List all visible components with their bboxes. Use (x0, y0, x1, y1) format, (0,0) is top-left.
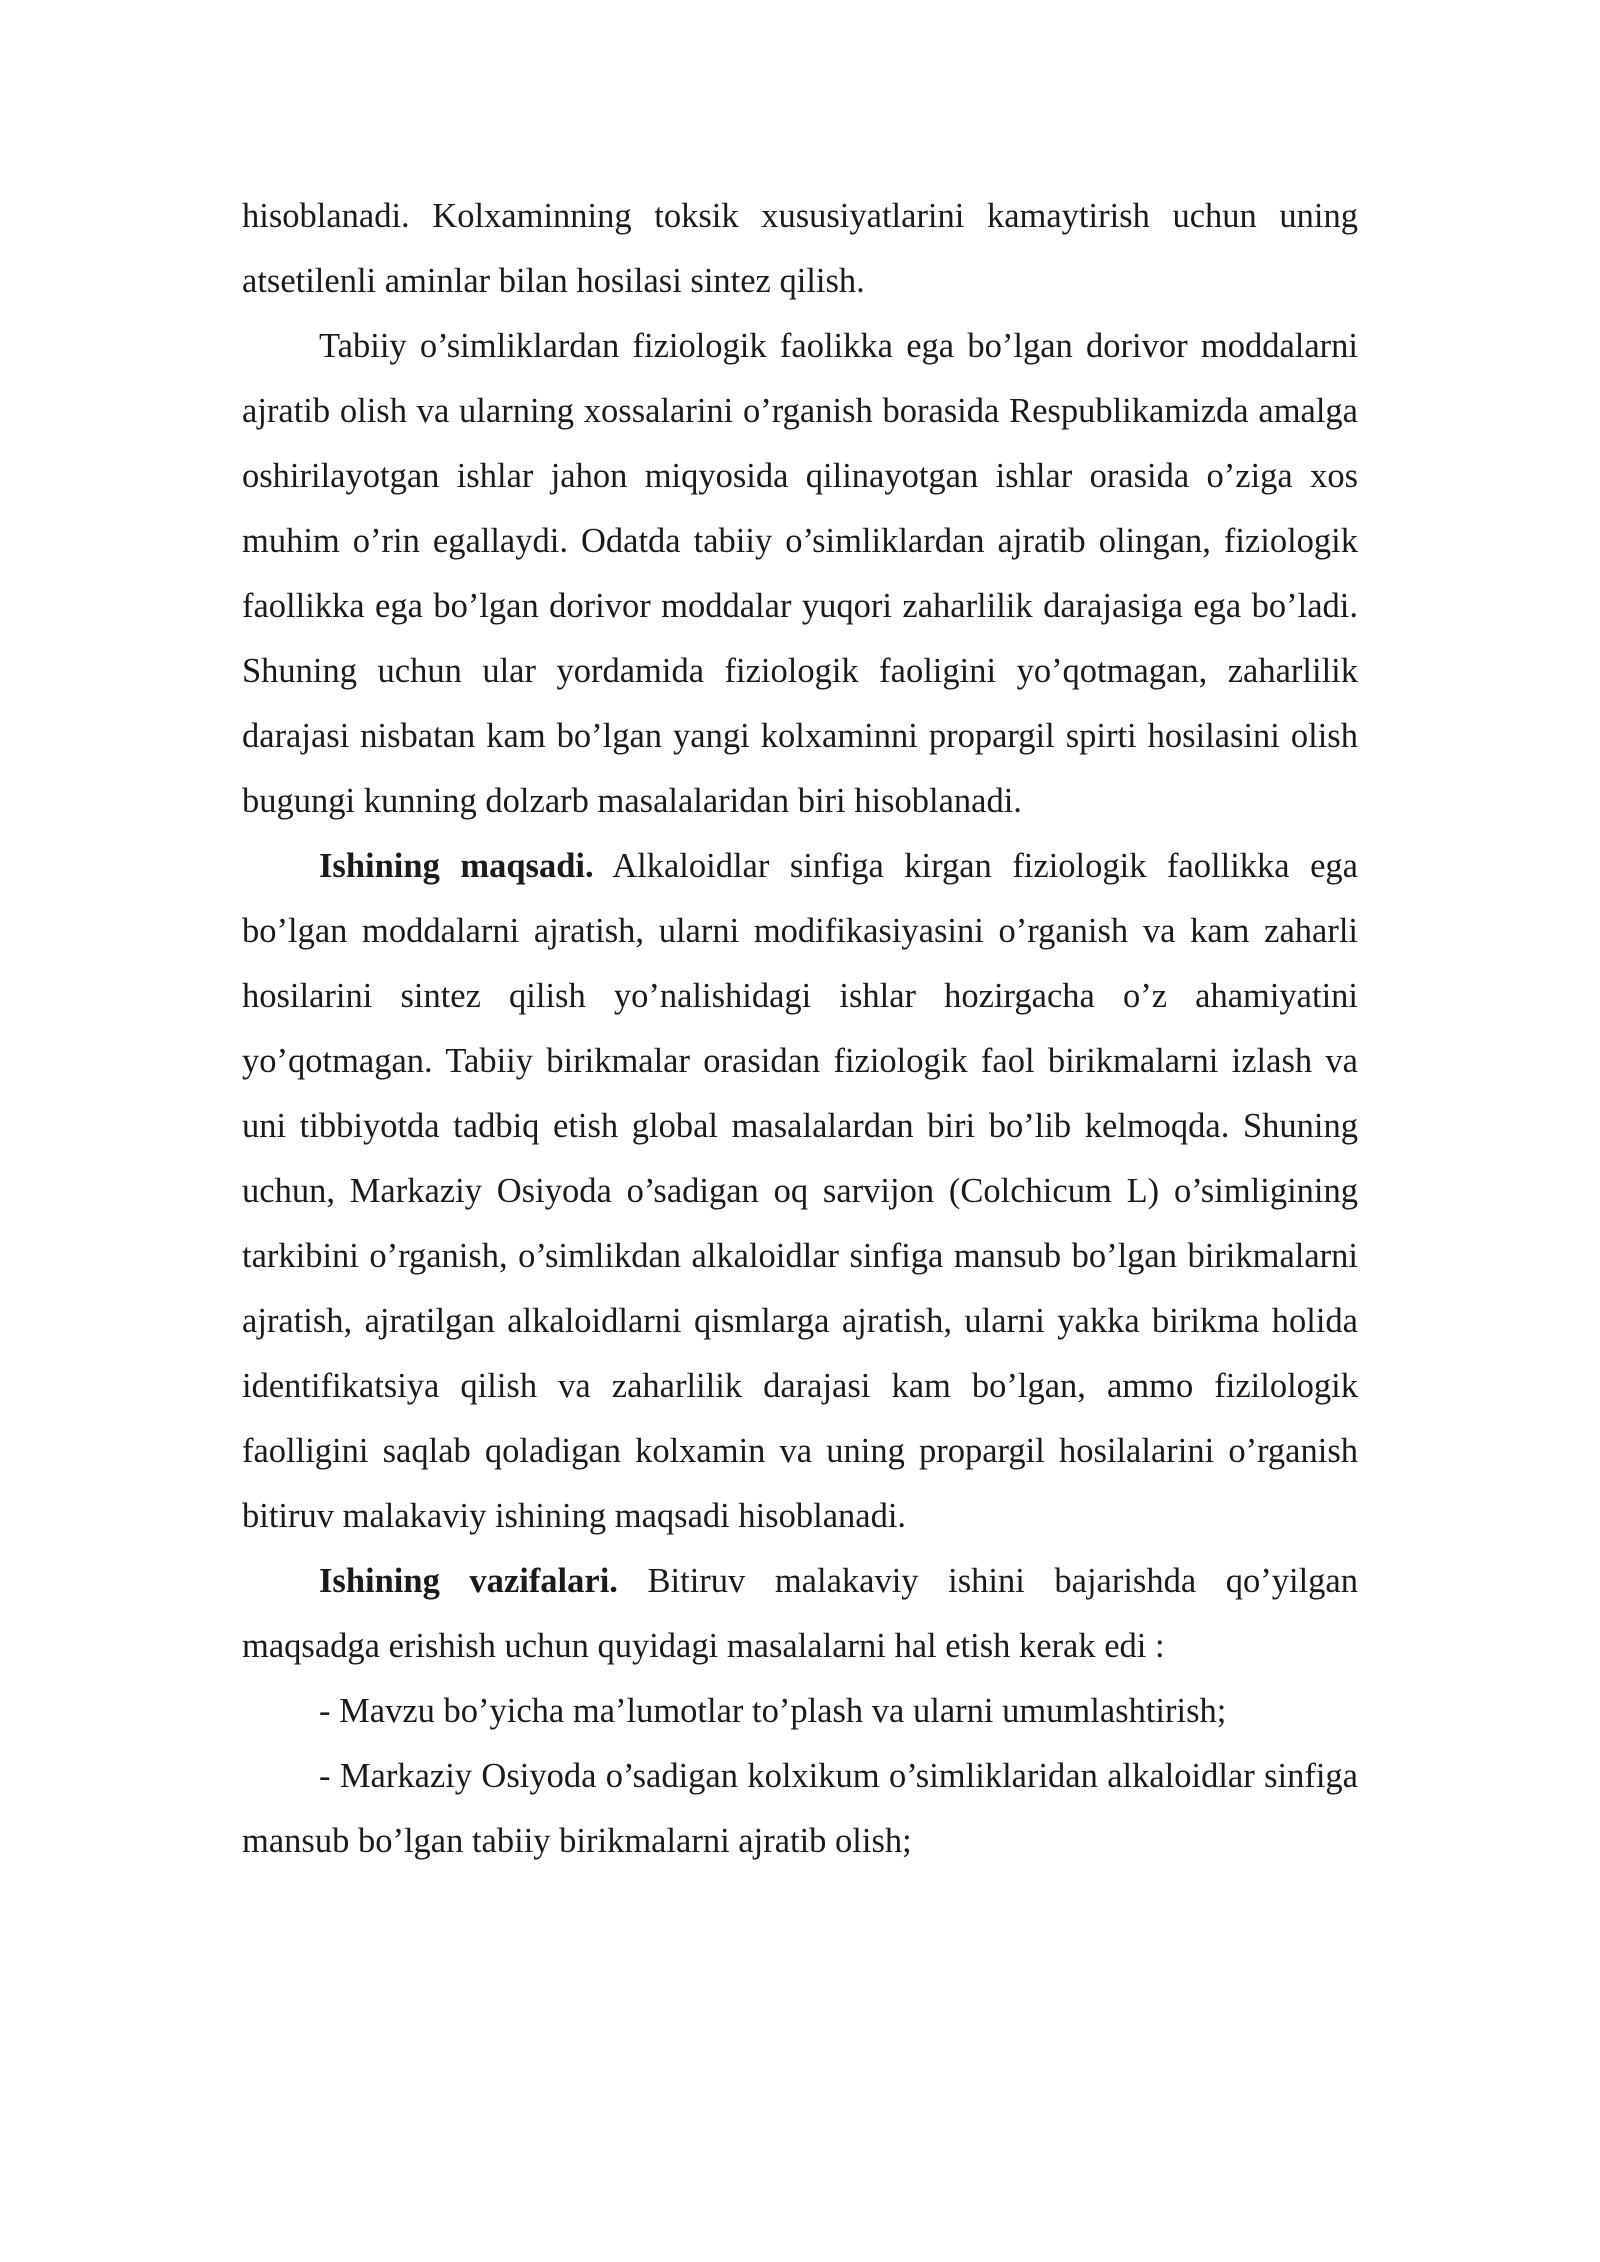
paragraph-text: hisoblanadi. Kolxaminning toksik xususiyatlarini kamaytirish uchun uning atsetilenli aminlar bilan hosilasi sintez qilish. (242, 197, 1358, 300)
paragraph-text: Tabiiy o’simliklardan fiziologik faolikka ega bo’lgan dorivor moddalarni ajratib olish va ularning xossalarini o’rganish borasida Respublikamizda amalga oshirilayotgan ishlar jahon miqyosida qilinayotgan ishlar orasida o’ziga xos muhim o’rin egallaydi. Odatda tabiiy o’simliklardan ajratib olingan, fiziologik faollikka ega bo’lgan dorivor moddalar yuqori zaharlilik darajasiga ega bo’ladi. Shuning uchun ular yordamida fiziologik faoligini yo’qotmagan, zaharlilik darajasi nisbatan kam bo’lgan yangi kolxaminni propargil spirti hosilasini olish bugungi kunning dolzarb masalalaridan biri hisoblanadi. (242, 327, 1358, 820)
task-list-item: - Mavzu bo’yicha ma’lumotlar to’plash va ularni umumlashtirish; (319, 1692, 1227, 1730)
paragraph-continuation (242, 184, 1358, 314)
paragraph-text: Alkaloidlar sinfiga kirgan fiziologik faollikka ega bo’lgan moddalarni ajratish, ularni modifikasiyasini o’rganish va kam zaharli hosilarini sintez qilish yo’nalishidagi ishlar hozirgacha o’z ahamiyatini yo’qotmagan. Tabiiy birikmalar orasidan fiziologik faol birikmalarni izlash va uni tibbiyotda tadbiq etish global masalalardan biri bo’lib kelmoqda. Shuning uchun, Markaziy Osiyoda o’sadigan oq sarvijon (Colchicum L) o’simligining tarkibini o’rganish, o’simlikdan alkaloidlar sinfiga mansub bo’lgan birikmalarni ajratish, ajratilgan alkaloidlarni qismlarga ajratish, ularni yakka birikma holida identifikatsiya qilish va zaharlilik darajasi kam bo’lgan, ammo fizilologik faolligini saqlab qoladigan kolxamin va uning propargil hosilalarini o’rganish bitiruv malakaviy ishining maqsadi hisoblanadi. (242, 847, 1358, 1535)
paragraph-tasks (242, 1549, 1358, 1679)
task-list-item: - Markaziy Osiyoda o’sadigan kolxikum o’simliklaridan alkaloidlar sinfiga mansub bo’lgan tabiiy birikmalarni ajratib olish; (242, 1757, 1358, 1860)
document-page (242, 184, 1358, 1874)
paragraph-goal (242, 834, 1358, 1549)
goal-heading: Ishining maqsadi. (319, 847, 594, 885)
tasks-heading: Ishining vazifalari. (319, 1562, 618, 1600)
paragraph-intro (242, 314, 1358, 834)
paragraph-text: Bitiruv malakaviy ishini bajarishda qo’yilgan maqsadga erishish uchun quyidagi masalalarni hal etish kerak edi : (242, 1562, 1358, 1665)
